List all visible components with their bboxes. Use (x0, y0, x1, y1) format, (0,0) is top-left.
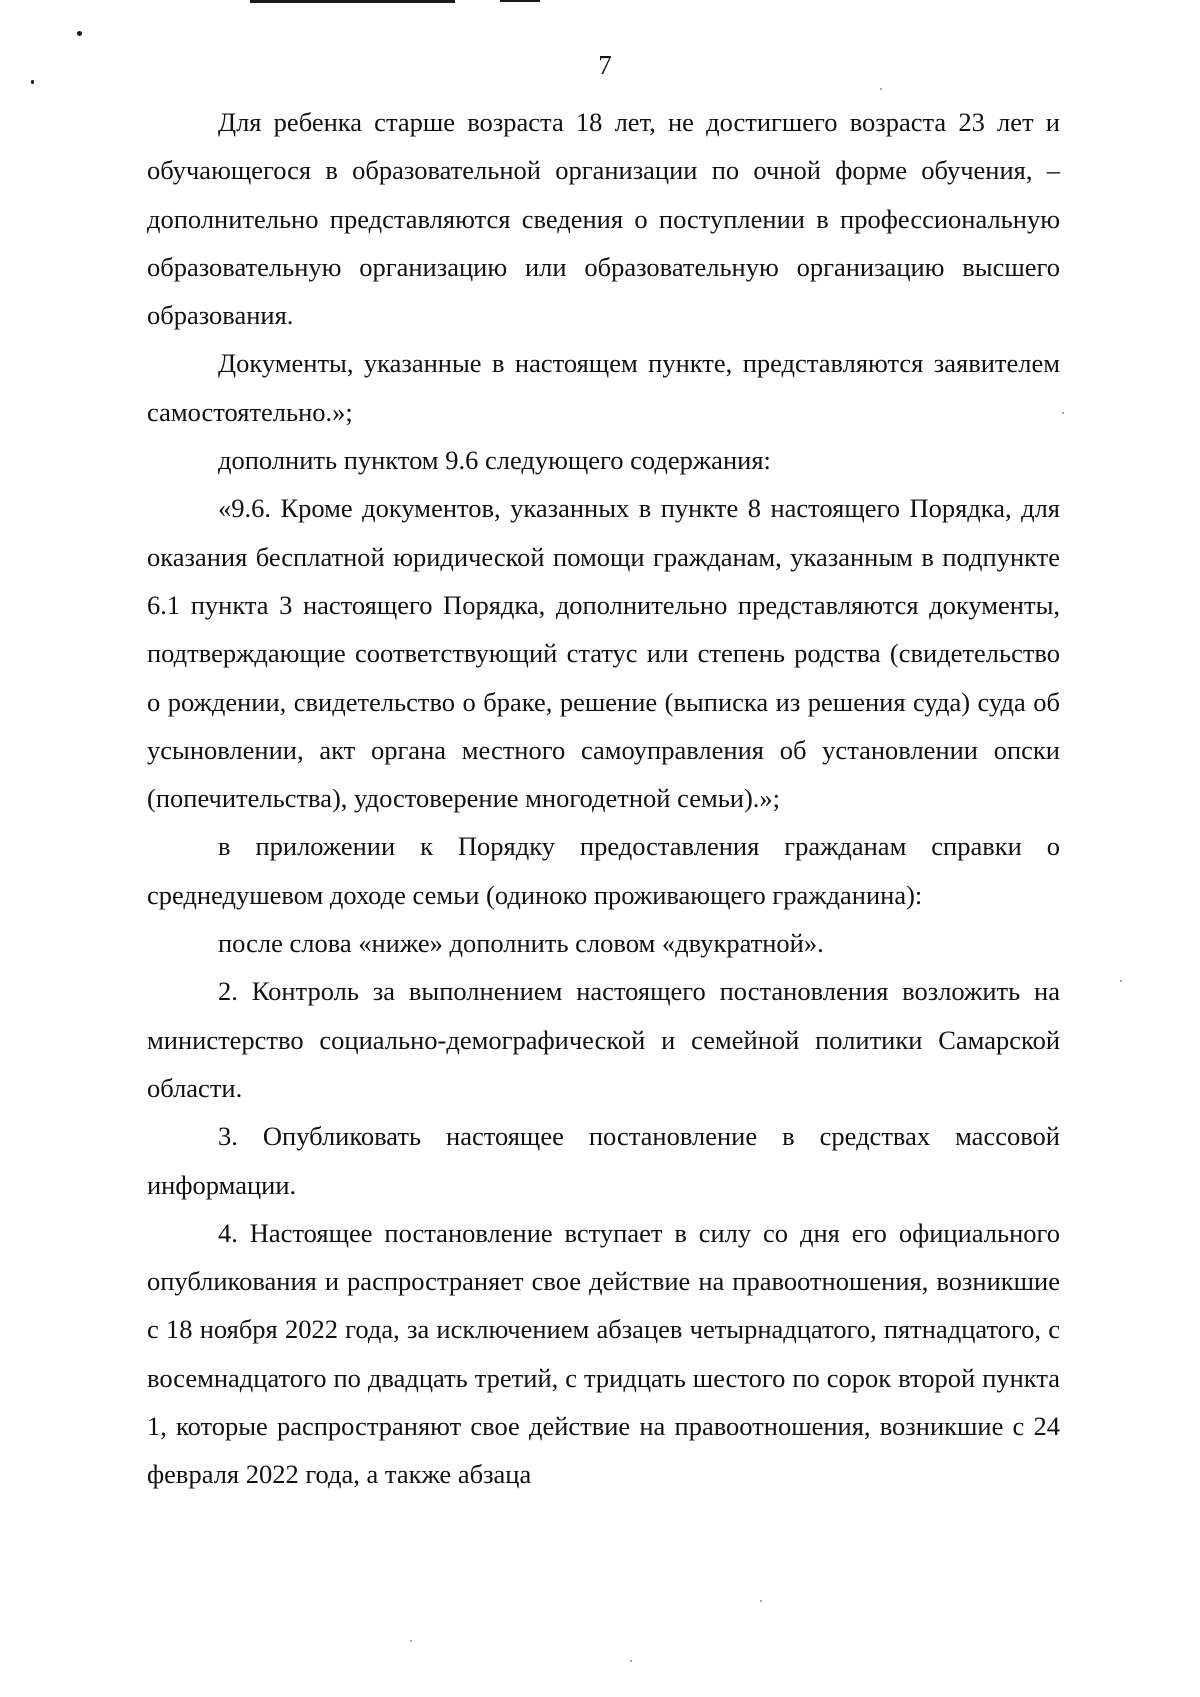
paragraph: 2. Контроль за выполнением настоящего постановления возложить на министерство социально-демографической и семейной политики Самарской области. (147, 976, 1060, 1103)
scan-speck (1062, 412, 1064, 414)
paragraph: дополнить пунктом 9.6 следующего содержания: (218, 445, 771, 476)
scan-artifact-top-bar (250, 0, 455, 3)
paragraph: 4. Настоящее постановление вступает в силу со дня его официального опубликования и распространяет свое действие на правоотношения, возникшие с 18 ноября 2022 года, за исключением абзацев четырнадцатого, пятнадцатого, с восемнадцатого по двадцать третий, с тридцать шестого по сорок второй пункта 1, которые распространяют свое действие на правоотношения, возникшие с 24 февраля 2022 года, а также абзаца (147, 1217, 1060, 1490)
page-number: 7 (598, 50, 612, 80)
scan-artifact-top-bar (500, 0, 540, 2)
paragraph: 3. Опубликовать настоящее постановление в средствах массовой информации. (147, 1121, 1060, 1200)
scan-speck (1120, 980, 1122, 982)
scan-speck (880, 88, 882, 90)
scan-speck (630, 1660, 632, 1662)
scan-speck (410, 1640, 412, 1642)
scan-speck (760, 1600, 762, 1602)
paragraph: Для ребенка старше возраста 18 лет, не достигшего возраста 23 лет и обучающегося в образовательной организации по очной форме обучения, – дополнительно представляются сведения о поступлении в профессиональную образовательную организацию или образовательную организацию высшего образования. (147, 107, 1060, 331)
document-body (147, 98, 1060, 1499)
paragraph: Документы, указанные в настоящем пункте, представляются заявителем самостоятельно.»; (147, 348, 1060, 427)
paragraph: после слова «ниже» дополнить словом «двукратной». (218, 928, 824, 959)
scan-artifact-dot (77, 31, 82, 36)
paragraph: в приложении к Порядку предоставления гражданам справки о среднедушевом доходе семьи (одиноко проживающего гражданина): (147, 831, 1060, 910)
paragraph: «9.6. Кроме документов, указанных в пункте 8 настоящего Порядка, для оказания бесплатной юридической помощи гражданам, указанным в подпункте 6.1 пункта 3 настоящего Порядка, дополнительно представляются документы, подтверждающие соответствующий статус или степень родства (свидетельство о рождении, свидетельство о браке, решение (выписка из решения суда) суда об усыновлении, акт органа местного самоуправления об установлении опски (попечительства), удостоверение многодетной семьи).»; (147, 493, 1060, 814)
